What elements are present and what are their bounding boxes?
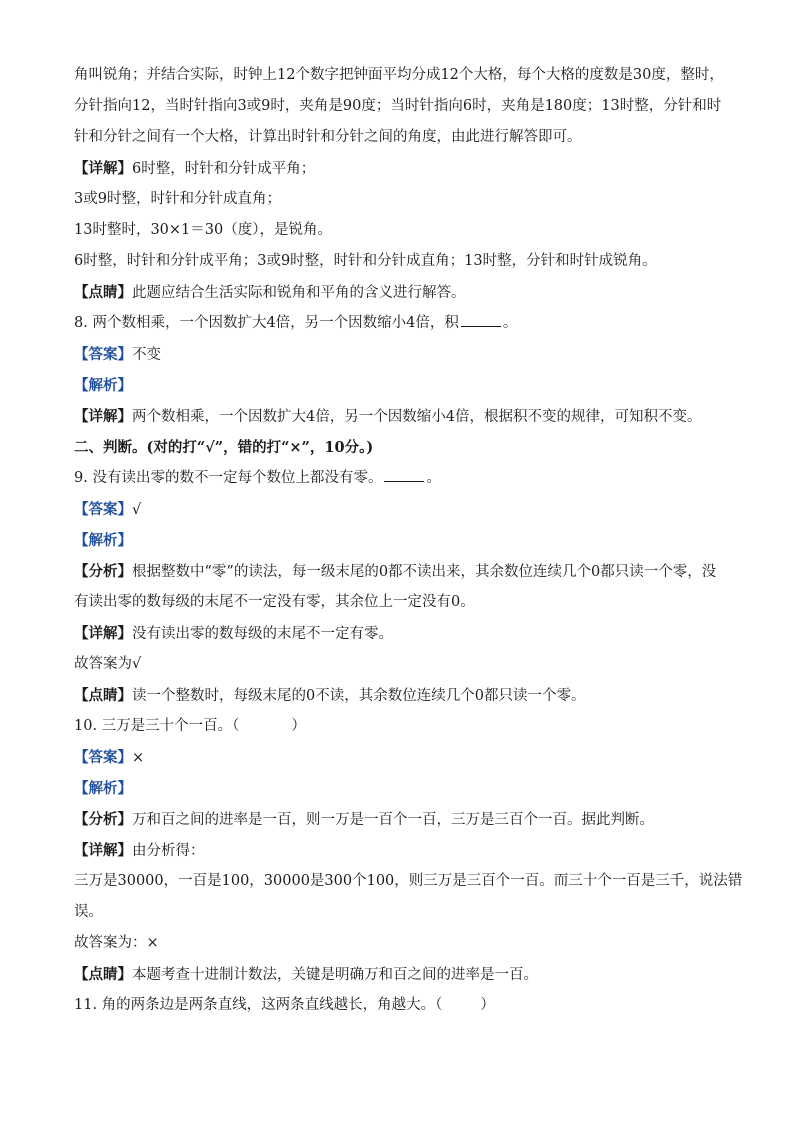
question-11 xyxy=(74,990,734,1021)
detail-tag: 【详解】 xyxy=(74,160,132,177)
comment-tag: 【点睛】 xyxy=(74,687,132,704)
answer-line xyxy=(74,339,734,370)
question-suffix: 。 xyxy=(502,315,518,331)
detail-line xyxy=(74,153,734,184)
section-heading xyxy=(74,432,734,463)
line-text: 此题应结合生活实际和锐角和平角的含义进行解答。 xyxy=(132,285,466,301)
line-text: 6时整，时针和分针成平角； xyxy=(132,161,316,177)
question-text: 10. 三万是三十个一百。（ xyxy=(74,718,240,734)
answer-blank xyxy=(384,467,424,482)
analysis-tag: 【解析】 xyxy=(74,377,132,394)
line-text: 读一个整数时，每级末尾的0不读，其余数位连续几个0都只读一个零。 xyxy=(132,688,586,704)
detail-tag: 【详解】 xyxy=(74,842,132,859)
detail-line xyxy=(74,401,734,432)
text-line xyxy=(74,184,734,215)
answer-text: × xyxy=(132,750,145,766)
line-text: 三万是30000，一百是100，30000是300个100，则三万是三百个一百。而三十个一百是三千，说法错 xyxy=(74,873,743,889)
answer-tag: 【答案】 xyxy=(74,346,132,363)
text-line xyxy=(74,246,734,277)
analysis-detail-line xyxy=(74,804,734,835)
line-text: 故答案为：× xyxy=(74,935,159,951)
document-page xyxy=(74,60,743,1021)
line-text: 6时整，时针和分针成平角；3或9时整，时针和分针成直角；13时整，分针和时针成锐角。 xyxy=(74,253,657,269)
line-text: 故答案为√ xyxy=(74,656,142,672)
question-suffix: ） xyxy=(480,997,495,1013)
line-text: 3或9时整，时针和分针成直角； xyxy=(74,191,281,207)
question-8 xyxy=(74,308,734,339)
text-line xyxy=(74,91,734,122)
line-text: 没有读出零的数每级的末尾不一定有零。 xyxy=(132,626,393,642)
text-line xyxy=(74,649,734,680)
question-suffix: 。 xyxy=(426,470,441,486)
line-text: 万和百之间的进率是一百，则一万是一百个一百，三万是三百个一百。据此判断。 xyxy=(132,812,654,828)
line-text: 针和分针之间有一个大格，计算出时针和分针之间的角度，由此进行解答即可。 xyxy=(74,129,582,145)
detail-tag: 【详解】 xyxy=(74,408,132,425)
comment-tag: 【点睛】 xyxy=(74,966,132,983)
line-text: 两个数相乘，一个因数扩大4倍，另一个因数缩小4倍，根据积不变的规律，可知积不变。 xyxy=(132,409,702,425)
line-text: 13时整时，30×1＝30（度），是锐角。 xyxy=(74,222,332,238)
question-text: 8. 两个数相乘，一个因数扩大4倍，另一个因数缩小4倍，积 xyxy=(74,315,459,331)
analysis-line xyxy=(74,773,734,804)
answer-blank xyxy=(461,312,501,327)
text-line xyxy=(74,897,734,928)
text-line xyxy=(74,122,734,153)
text-line xyxy=(74,215,734,246)
analysis-detail-tag: 【分析】 xyxy=(74,563,132,580)
answer-line xyxy=(74,494,734,525)
line-text: 有读出零的数每级的末尾不一定没有零，其余位上一定没有0。 xyxy=(74,594,475,610)
line-text: 由分析得： xyxy=(132,843,205,859)
question-9 xyxy=(74,463,734,494)
question-10 xyxy=(74,711,734,742)
line-text: 本题考查十进制计数法，关键是明确万和百之间的进率是一百。 xyxy=(132,967,538,983)
text-line xyxy=(74,866,743,897)
analysis-line xyxy=(74,525,734,556)
question-suffix: ） xyxy=(291,718,306,734)
line-text: 误。 xyxy=(74,904,103,920)
question-text: 11. 角的两条边是两条直线，这两条直线越长，角越大。（ xyxy=(74,997,443,1013)
analysis-detail-line xyxy=(74,556,734,587)
text-line xyxy=(74,60,734,91)
analysis-tag: 【解析】 xyxy=(74,532,132,549)
answer-tag: 【答案】 xyxy=(74,501,132,518)
line-text: 根据整数中“零”的读法，每一级末尾的0都不读出来，其余数位连续几个0都只读一个零，没 xyxy=(132,564,717,580)
line-text: 角叫锐角；并结合实际，时钟上12个数字把钟面平均分成12个大格，每个大格的度数是30度，整时， xyxy=(74,67,724,83)
detail-line xyxy=(74,618,734,649)
text-line xyxy=(74,587,734,618)
detail-tag: 【详解】 xyxy=(74,625,132,642)
comment-line xyxy=(74,277,734,308)
text-line xyxy=(74,928,734,959)
answer-tag: 【答案】 xyxy=(74,749,132,766)
answer-line xyxy=(74,742,734,773)
analysis-tag: 【解析】 xyxy=(74,780,132,797)
question-text: 9. 没有读出零的数不一定每个数位上都没有零。 xyxy=(74,470,383,486)
analysis-detail-tag: 【分析】 xyxy=(74,811,132,828)
comment-line xyxy=(74,959,734,990)
analysis-line xyxy=(74,370,734,401)
comment-line xyxy=(74,680,734,711)
section-title: 二、判断。(对的打“√”，错的打“×”，10分。) xyxy=(74,439,374,456)
comment-tag: 【点睛】 xyxy=(74,284,132,301)
answer-text: √ xyxy=(132,502,142,518)
answer-text: 不变 xyxy=(132,347,161,363)
line-text: 分针指向12，当时针指向3或9时，夹角是90度；当时针指向6时，夹角是180度；13时整，分针和时 xyxy=(74,98,722,114)
detail-line xyxy=(74,835,734,866)
